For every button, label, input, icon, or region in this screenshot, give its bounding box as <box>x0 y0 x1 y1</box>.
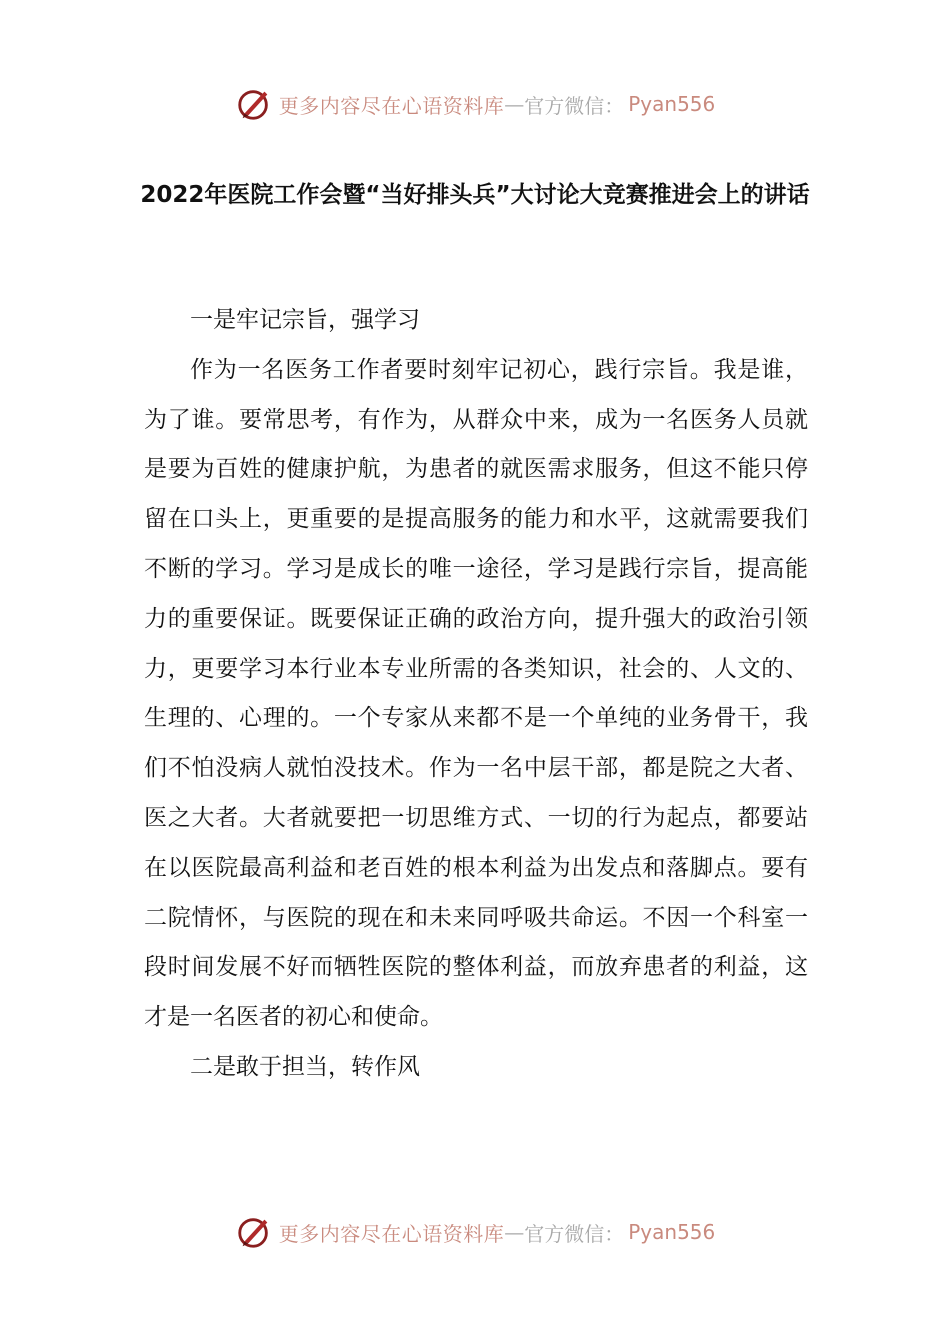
document-title: 2022年医院工作会暨“当好排头兵”大讨论大竞赛推进会上的讲话 <box>140 182 810 208</box>
watermark-wechat-id: Pyan556 <box>628 92 716 116</box>
watermark-label: 官方微信： <box>524 93 625 118</box>
pen-logo-icon <box>235 85 273 123</box>
header-watermark <box>0 82 950 126</box>
section-heading-2: 二是敢于担当，转作风 <box>190 1053 420 1080</box>
watermark-separator: — <box>504 1220 525 1244</box>
watermark-brand-text: 更多内容尽在心语资料库 <box>278 1221 505 1246</box>
watermark-brand-text: 更多内容尽在心语资料库 <box>278 93 505 118</box>
footer-watermark <box>0 1210 950 1254</box>
document-body <box>144 296 808 1093</box>
pen-logo-icon <box>235 1213 273 1251</box>
body-paragraph: 作为一名医务工作者要时刻牢记初心，践行宗旨。我是谁，为了谁。要常思考，有作为，从群众中来，成为一名医务人员就是要为百姓的健康护航，为患者的就医需求服务，但这不能只停留在口头上，更重要的是提高服务的能力和水平，这就需要我们不断的学习。学习是成长的唯一途径，学习是践行宗旨，提高能力的重要保证。既要保证正确的政治方向，提升强大的政治引领力，更要学习本行业本专业所需的各类知识，社会的、人文的、生理的、心理的。一个专家从来都不是一个单纯的业务骨干，我们不怕没病人就怕没技术。作为一名中层干部，都是院之大者、医之大者。大者就要把一切思维方式、一切的行为起点，都要站在以医院最高利益和老百姓的根本利益为出发点和落脚点。要有二院情怀，与医院的现在和未来同呼吸共命运。不因一个科室一段时间发展不好而牺牲医院的整体利益，而放弃患者的利益，这才是一名医者的初心和使命。 <box>144 356 808 1031</box>
watermark-label: 官方微信： <box>524 1221 625 1246</box>
watermark-separator: — <box>504 92 525 116</box>
section-heading-1: 一是牢记宗旨，强学习 <box>190 307 420 333</box>
watermark-wechat-id: Pyan556 <box>628 1220 716 1244</box>
